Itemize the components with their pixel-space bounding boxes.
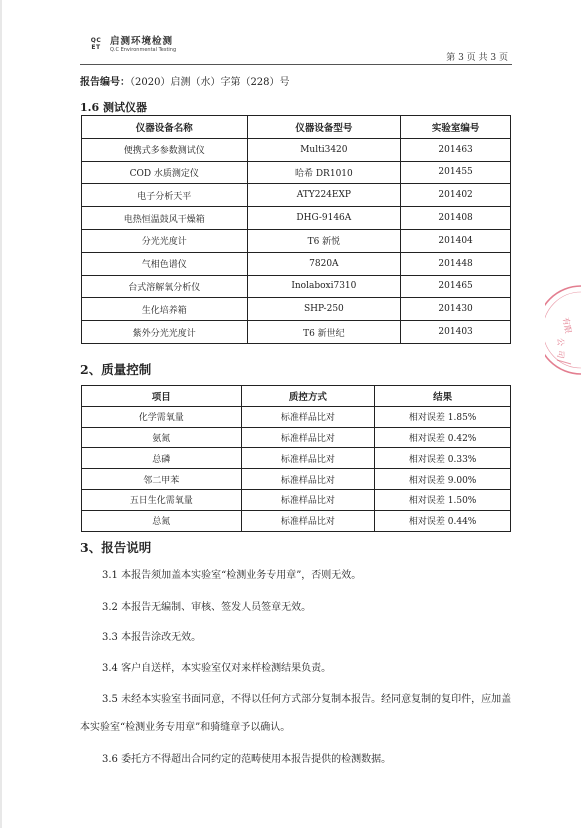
report-number-value: （2020）启测（水）字第（228）号 [130, 77, 290, 88]
instrument-name: 气相色谱仪 [82, 252, 248, 275]
table-row [82, 252, 511, 275]
table-row [82, 229, 511, 252]
column-header: 质控方式 [241, 386, 375, 407]
instrument-name: 分光光度计 [82, 229, 248, 252]
qc-method: 标准样品比对 [241, 406, 375, 427]
column-header: 项目 [82, 386, 242, 407]
qc-item: 总磷 [82, 448, 242, 469]
svg-text:有限: 有限 [561, 316, 573, 335]
qc-item: 总氮 [82, 510, 242, 531]
report-number [80, 73, 290, 88]
instrument-model: ATY224EXP [247, 184, 401, 207]
table-row [82, 489, 511, 510]
qc-item: 五日生化需氧量 [82, 489, 242, 510]
instrument-name: 生化培养箱 [82, 298, 248, 321]
lab-number: 201455 [401, 161, 511, 184]
table-row [82, 138, 511, 161]
instrument-name: 便携式多参数测试仪 [82, 138, 248, 161]
instrument-name: 电子分析天平 [82, 184, 248, 207]
table-row [82, 406, 511, 427]
qc-item: 邻二甲苯 [82, 469, 242, 490]
note-item: 3.6 委托方不得超出合同约定的范畴使用本报告提供的检测数据。 [102, 754, 392, 765]
instrument-name: 紫外分光光度计 [82, 321, 248, 344]
instrument-model: T6 新世纪 [247, 321, 401, 344]
table-row [82, 207, 511, 230]
report-number-label: 报告编号： [80, 77, 130, 88]
lab-number: 201402 [401, 184, 511, 207]
instrument-model: DHG-9146A [247, 207, 401, 230]
instrument-model: T6 新悦 [247, 229, 401, 252]
table-row [82, 298, 511, 321]
qc-result: 相对误差 1.85% [375, 406, 511, 427]
table-row [82, 448, 511, 469]
note-item: 3.1 本报告须加盖本实验室“检测业务专用章”，否则无效。 [102, 570, 362, 581]
lab-number: 201448 [401, 252, 511, 275]
lab-number: 201403 [401, 321, 511, 344]
instrument-model: Inolaboxi7310 [247, 275, 401, 298]
instrument-model: 7820A [247, 252, 401, 275]
note-item: 3.2 本报告无编制、审核、签发人员签章无效。 [102, 602, 312, 613]
lab-number: 201404 [401, 229, 511, 252]
qc-result: 相对误差 9.00% [375, 469, 511, 490]
table-header-row [82, 386, 511, 407]
lab-number: 201408 [401, 207, 511, 230]
table-row [82, 161, 511, 184]
qc-result: 相对误差 0.33% [375, 448, 511, 469]
company-logo [86, 36, 176, 53]
instruments-table [81, 115, 511, 344]
quality-control-table [81, 385, 511, 532]
note-item: 3.3 本报告涂改无效。 [102, 632, 202, 643]
lab-number: 201465 [401, 275, 511, 298]
page-number: 第 3 页 共 3 页 [446, 53, 508, 63]
instrument-name: 电热恒温鼓风干燥箱 [82, 207, 248, 230]
section-title-instruments: 1.6 测试仪器 [80, 101, 147, 114]
note-item: 3.5 未经本实验室书面同意，不得以任何方式部分复制本报告。经同意复制的复印件，应加盖本实验室“检测业务专用章”和骑缝章予以确认。 [80, 694, 512, 733]
qc-method: 标准样品比对 [241, 448, 375, 469]
qc-item: 氨氮 [82, 427, 242, 448]
table-row [82, 275, 511, 298]
logo-mark: QC ET [90, 36, 102, 51]
section-title-notes: 3、报告说明 [80, 540, 152, 555]
svg-text:公: 公 [556, 338, 565, 346]
instrument-model: Multi3420 [247, 138, 401, 161]
logo-chinese-name: 启测环境检测 [110, 36, 174, 47]
page-edge [0, 0, 2, 828]
lab-number: 201430 [401, 298, 511, 321]
table-header-row [82, 116, 511, 139]
qc-method: 标准样品比对 [241, 469, 375, 490]
table-row [82, 510, 511, 531]
qc-item: 化学需氧量 [82, 406, 242, 427]
page-header [80, 30, 512, 65]
lab-number: 201463 [401, 138, 511, 161]
qc-result: 相对误差 0.42% [375, 427, 511, 448]
column-header: 实验室编号 [401, 116, 511, 139]
qc-result: 相对误差 1.50% [375, 489, 511, 510]
instrument-model: SHP-250 [247, 298, 401, 321]
qc-method: 标准样品比对 [241, 427, 375, 448]
note-item: 3.4 客户自送样，本实验室仅对来样检测结果负责。 [102, 663, 332, 674]
seal-stamp [545, 284, 581, 376]
column-header: 仪器设备名称 [82, 116, 248, 139]
instrument-model: 哈希 DR1010 [247, 161, 401, 184]
section-title-quality: 2、质量控制 [80, 362, 152, 377]
table-row [82, 184, 511, 207]
table-row [82, 469, 511, 490]
column-header: 结果 [375, 386, 511, 407]
svg-text:司: 司 [555, 349, 566, 360]
qc-method: 标准样品比对 [241, 489, 375, 510]
table-row [82, 321, 511, 344]
table-row [82, 427, 511, 448]
instrument-name: 台式溶解氧分析仪 [82, 275, 248, 298]
qc-result: 相对误差 0.44% [375, 510, 511, 531]
column-header: 仪器设备型号 [247, 116, 401, 139]
qc-method: 标准样品比对 [241, 510, 375, 531]
instrument-name: COD 水质测定仪 [82, 161, 248, 184]
logo-english-name: Q.C Environmental Testing [110, 47, 177, 53]
